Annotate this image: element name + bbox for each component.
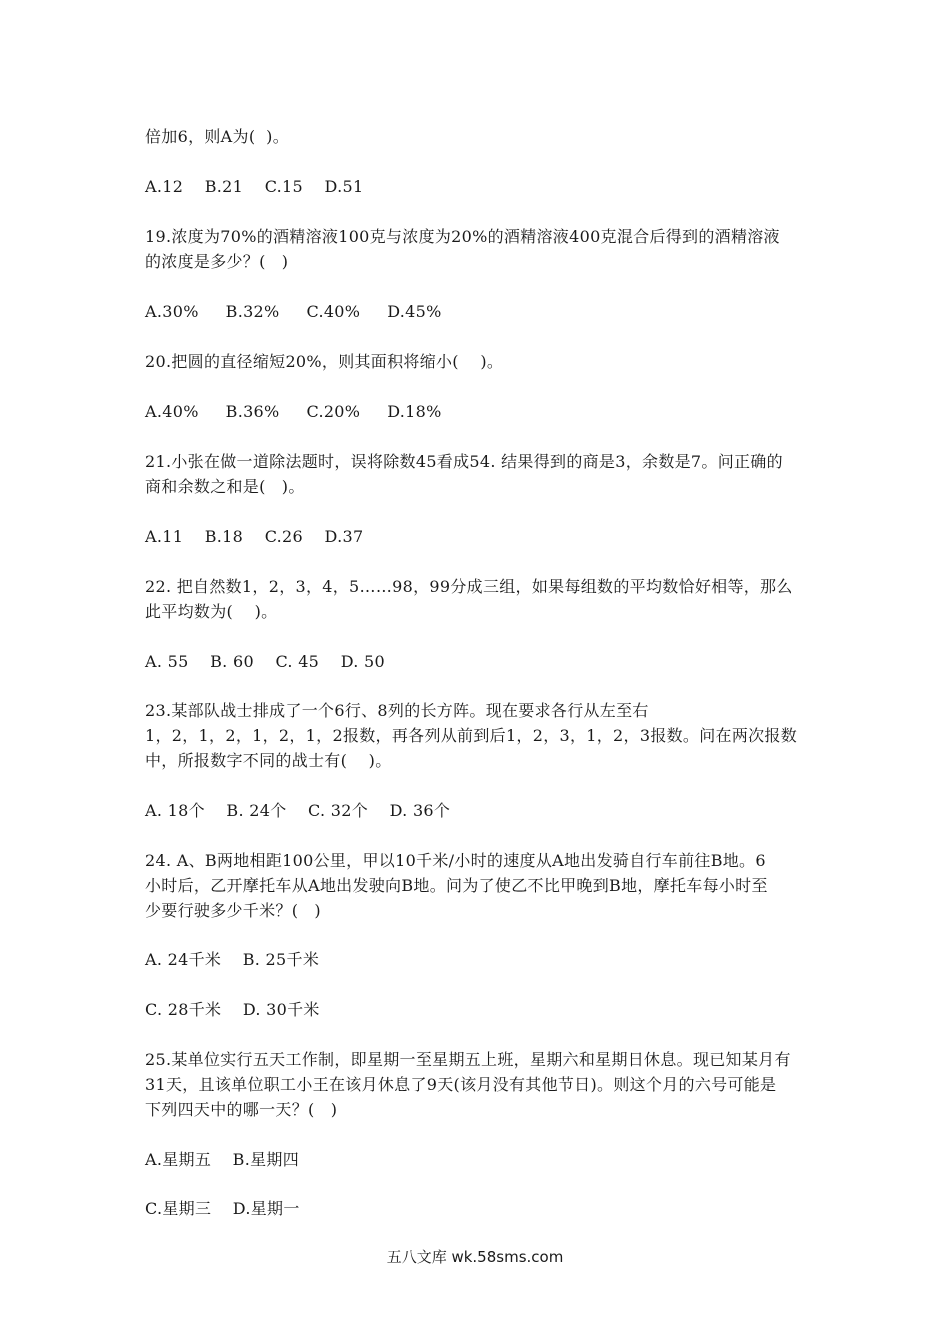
question-22-line-2: 此平均数为( )。 (145, 602, 278, 621)
question-22-options: A. 55 B. 60 C. 45 D. 50 (145, 652, 385, 671)
footer-watermark: 五八文库 wk.58sms.com (386, 1248, 564, 1266)
question-24-options-2: C. 28千米 D. 30千米 (145, 1000, 320, 1019)
question-19-options: A.30% B.32% C.40% D.45% (145, 302, 442, 321)
question-25-options-1: A.星期五 B.星期四 (145, 1150, 300, 1169)
question-23-line-2: 1，2，1，2，1，2，1，2报数，再各列从前到后1，2，3，1，2，3报数。问在两次报数 (145, 726, 798, 745)
question-21-line-2: 商和余数之和是( )。 (145, 477, 305, 496)
options-line: A.12 B.21 C.15 D.51 (145, 177, 364, 196)
question-20-options: A.40% B.36% C.20% D.18% (145, 402, 442, 421)
question-25-line-3: 下列四天中的哪一天？( ) (145, 1100, 338, 1119)
question-24-options-1: A. 24千米 B. 25千米 (145, 950, 320, 969)
question-25-line-2: 31天，且该单位职工小王在该月休息了9天(该月没有其他节日)。则这个月的六号可能是 (145, 1075, 777, 1094)
question-23-line-1: 23.某部队战士排成了一个6行、8列的长方阵。现在要求各行从左至右 (145, 701, 649, 720)
question-19-line-1: 19.浓度为70%的酒精溶液100克与浓度为20%的酒精溶液400克混合后得到的酒精溶液 (145, 227, 780, 246)
question-21-options: A.11 B.18 C.26 D.37 (145, 527, 364, 546)
question-22-line-1: 22. 把自然数1，2，3，4，5……98，99分成三组，如果每组数的平均数恰好相等，那么 (145, 577, 793, 596)
question-19-line-2: 的浓度是多少？( ) (145, 252, 289, 271)
question-23-options: A. 18个 B. 24个 C. 32个 D. 36个 (145, 801, 451, 820)
question-25-line-1: 25.某单位实行五天工作制，即星期一至星期五上班，星期六和星期日休息。现已知某月有 (145, 1050, 791, 1069)
question-24-line-1: 24. A、B两地相距100公里，甲以10千米/小时的速度从A地出发骑自行车前往B地。6 (145, 851, 766, 870)
question-21-line-1: 21.小张在做一道除法题时，误将除数45看成54. 结果得到的商是3，余数是7。问正确的 (145, 452, 783, 471)
text-line: 倍加6，则A为( )。 (145, 127, 289, 146)
question-23-line-3: 中，所报数字不同的战士有( )。 (145, 751, 392, 770)
question-20-line-1: 20.把圆的直径缩短20%，则其面积将缩小( )。 (145, 352, 504, 371)
question-24-line-2: 小时后，乙开摩托车从A地出发驶向B地。问为了使乙不比甲晚到B地，摩托车每小时至 (145, 876, 768, 895)
question-24-line-3: 少要行驶多少千米？( ) (145, 901, 321, 920)
question-25-options-2: C.星期三 D.星期一 (145, 1199, 300, 1218)
